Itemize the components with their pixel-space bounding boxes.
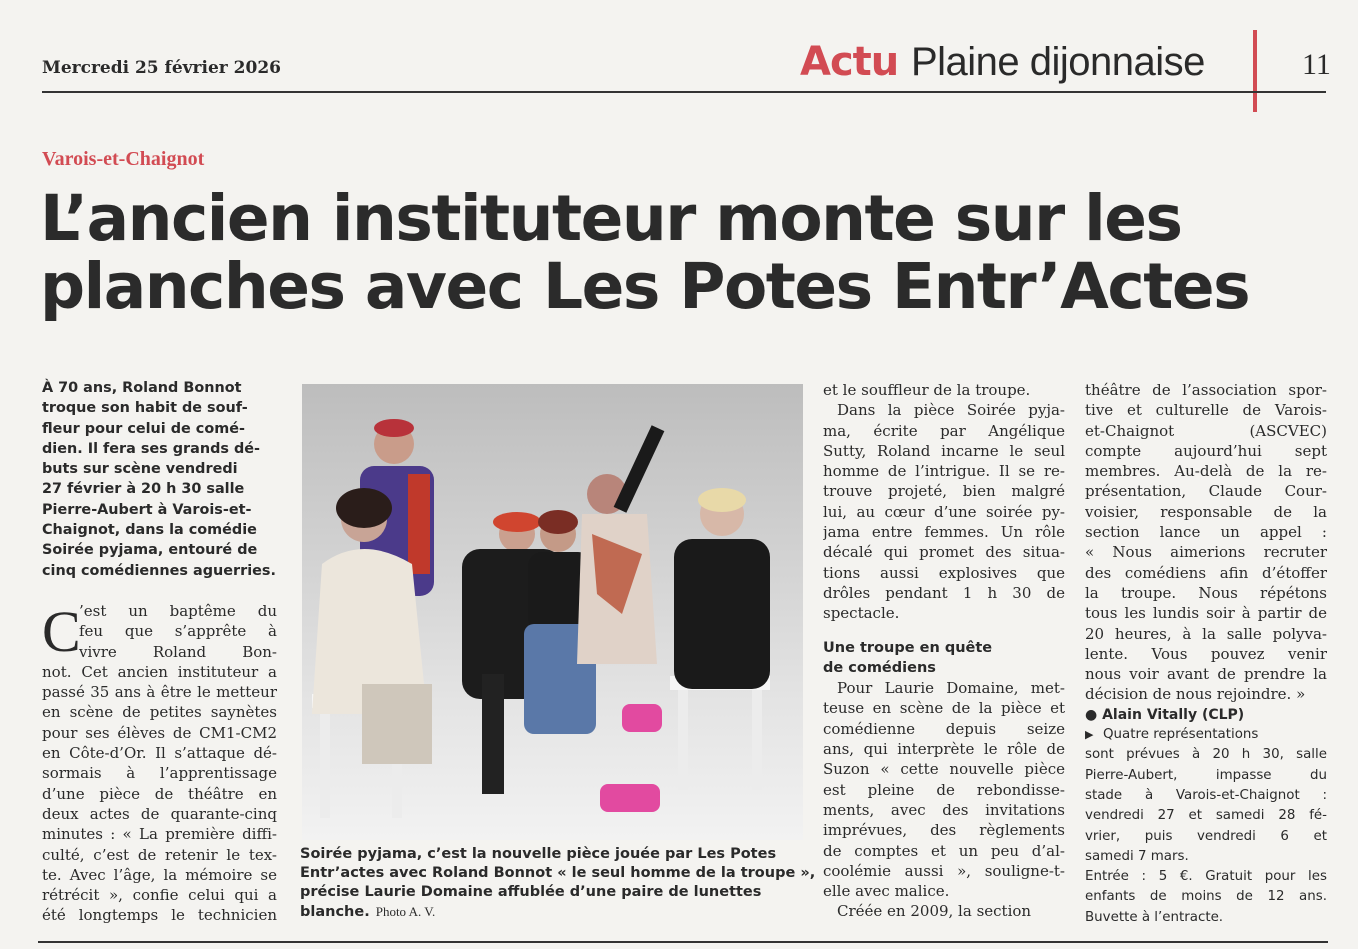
- text-line: vivre Roland Bon-: [79, 642, 277, 661]
- header-divider: [1253, 30, 1257, 112]
- text-line: ’est un baptême du: [79, 602, 277, 620]
- text-line: décalé qui promet des situa-: [823, 543, 1065, 562]
- text-line: elle avec malice.: [823, 882, 950, 901]
- text-line: Soirée pyjama, entouré de: [42, 542, 258, 559]
- text-line: ans, qui interprète le rôle de: [823, 740, 1065, 759]
- text-line: Créée en 2009, la section: [837, 902, 1032, 921]
- text-line: théâtre de l’association spor-: [1085, 381, 1327, 399]
- article-headline: [40, 182, 1330, 323]
- caption-line: [300, 883, 800, 902]
- author-name: Alain Vitally (CLP): [1102, 706, 1245, 723]
- subhead: [823, 638, 1065, 679]
- headline-line: L’ancien instituteur monte sur les: [40, 182, 1182, 255]
- text-line: drôles pendant 1 h 30 de: [823, 583, 1065, 602]
- text-line: tions aussi explosives que: [823, 563, 1065, 582]
- text-line: tous les lundis soir à partir de: [1085, 604, 1327, 623]
- text-line: tive et culturelle de Varois-: [1085, 401, 1327, 420]
- text-line: Sutty, Roland incarne le seul: [823, 441, 1065, 460]
- photo-caption: [300, 845, 816, 922]
- text-line: compte aujourd’hui sept: [1085, 441, 1327, 460]
- text-line: été longtemps le technicien: [42, 906, 277, 925]
- article-photo: [302, 384, 803, 840]
- text-line: buts sur scène vendredi: [42, 461, 238, 478]
- drop-cap: C: [42, 599, 81, 664]
- caption-text: précise Laurie Domaine affublée d’une paire de lunettes: [300, 884, 762, 900]
- text-line: troque son habit de souf-: [42, 400, 248, 417]
- text-line: spectacle.: [823, 604, 900, 623]
- article-lead: [42, 378, 280, 581]
- caption-text: blanche.: [300, 904, 370, 920]
- text-line: dien. Il fera ses grands dé-: [42, 440, 261, 457]
- text-line: en Côte-d’Or. Il s’attaque dé-: [42, 744, 277, 763]
- text-line: 20 heures, à la salle polyva-: [1085, 624, 1327, 643]
- author-signature: [1085, 705, 1327, 725]
- subsection-label: Plaine dijonnaise: [910, 40, 1205, 84]
- text-line: en scène de petites saynètes: [42, 703, 277, 722]
- text-line: membres. Au-delà de la re-: [1085, 462, 1327, 481]
- text-line: sont prévues à 20 h 30, salle: [1085, 747, 1327, 763]
- text-line: jama entre femmes. Un rôle: [823, 523, 1065, 542]
- text-line: Une troupe en quête: [823, 639, 993, 656]
- text-line: des comédiens afin d’étoffer: [1085, 563, 1327, 582]
- practical-info: [1085, 725, 1327, 928]
- text-line: enfants de moins de 12 ans.: [1085, 889, 1327, 905]
- caption-text: Entr’actes avec Roland Bonnot « le seul homme de la troupe »,: [300, 865, 816, 881]
- text-line: Entrée : 5 €. Gratuit pour les: [1085, 869, 1327, 885]
- text-line: samedi 7 mars.: [1085, 848, 1189, 864]
- caption-line: [300, 845, 800, 864]
- text-line: vrier, puis vendredi 6 et: [1085, 828, 1327, 844]
- text-line: de comptes et un peu d’al-: [823, 841, 1065, 860]
- text-line: not. Cet ancien instituteur a: [42, 662, 277, 681]
- text-line: et le souffleur de la troupe.: [823, 381, 1031, 399]
- text-line: voisier, responsable de la: [1085, 502, 1327, 521]
- article-body-col1: [42, 601, 277, 926]
- text-line: d’une pièce de théâtre en: [42, 784, 277, 803]
- text-line: décision de nous rejoindre. »: [1085, 685, 1306, 704]
- text-line: la troupe. Nous répétons: [1085, 583, 1327, 602]
- text-line: 27 février à 20 h 30 salle: [42, 481, 245, 498]
- issue-date: Mercredi 25 février 2026: [42, 58, 281, 78]
- headline-line: planches avec Les Potes Entr’Actes: [40, 250, 1250, 323]
- text-line: feu que s’apprête à: [79, 622, 277, 641]
- text-line: Dans la pièce Soirée pyja-: [837, 401, 1065, 420]
- text-line: Quatre représentations: [1103, 727, 1259, 743]
- bullet-icon: ●: [1085, 706, 1098, 723]
- article-body-col4: [1085, 380, 1327, 928]
- text-line: À 70 ans, Roland Bonnot: [42, 380, 242, 396]
- text-line: est pleine de rebondisse-: [823, 780, 1065, 799]
- text-line: culté, c’est de retenir le tex-: [42, 845, 277, 864]
- text-line: fleur pour celui de comé-: [42, 420, 245, 437]
- section-label: Actu: [800, 39, 899, 85]
- text-line: cinq comédiennes aguerries.: [42, 562, 276, 579]
- page-number: 11: [1302, 48, 1331, 81]
- arrow-icon: ▶: [1085, 728, 1094, 742]
- text-line: homme de l’intrigue. Il se re-: [823, 462, 1065, 481]
- text-line: vendredi 27 et samedi 28 fé-: [1085, 808, 1327, 824]
- text-line: lui, au cœur d’une soirée py-: [823, 502, 1065, 521]
- footer-rule: [38, 941, 1328, 943]
- spacer: [823, 624, 1065, 638]
- text-line: ments, avec des invitations: [823, 800, 1065, 819]
- text-line: Pierre-Aubert, impasse du: [1085, 767, 1327, 783]
- text-line: Buvette à l’entracte.: [1085, 909, 1224, 925]
- text-line: imprévues, des règlements: [823, 821, 1065, 840]
- article-body-col3: [823, 380, 1065, 922]
- text-line: coolémie aussi », souligne-t-: [823, 861, 1065, 880]
- text-line: « Nous aimerions recruter: [1085, 543, 1327, 562]
- text-line: passé 35 ans à être le metteur: [42, 683, 277, 702]
- caption-text: Soirée pyjama, c’est la nouvelle pièce jouée par Les Potes: [300, 846, 777, 862]
- caption-line: [300, 864, 816, 883]
- photo-credit: Photo A. V.: [375, 904, 436, 919]
- text-line: section lance un appel :: [1085, 523, 1327, 542]
- text-line: présentation, Claude Cour-: [1085, 482, 1327, 501]
- text-line: sormais à l’apprentissage: [42, 764, 277, 783]
- text-line: ma, écrite par Angélique: [823, 421, 1065, 440]
- article-kicker: Varois-et-Chaignot: [42, 148, 205, 170]
- text-line: teuse en scène de la pièce et: [823, 699, 1065, 718]
- caption-line: [300, 902, 800, 922]
- text-line: minutes : « La première diffi-: [42, 825, 277, 844]
- text-line: Pour Laurie Domaine, met-: [837, 679, 1065, 698]
- text-line: rétrécit », confie celui qui a: [42, 886, 277, 905]
- section-header: [800, 38, 1205, 86]
- text-line: te. Avec l’âge, la mémoire se: [42, 865, 277, 884]
- header-rule: [42, 91, 1326, 93]
- text-line: nous voir avant de prendre la: [1085, 665, 1327, 684]
- text-line: pour ses élèves de CM1-CM2: [42, 723, 277, 742]
- text-line: comédienne depuis seize: [823, 719, 1065, 738]
- text-line: de comédiens: [823, 659, 936, 676]
- text-line: stade à Varois-et-Chaignot :: [1085, 787, 1327, 803]
- text-line: Chaignot, dans la comédie: [42, 522, 257, 539]
- text-line: deux actes de quarante-cinq: [42, 804, 277, 823]
- text-line: et-Chaignot (ASCVEC): [1085, 421, 1327, 440]
- text-line: lente. Vous pouvez venir: [1085, 644, 1327, 663]
- text-line: Pierre-Aubert à Varois-et-: [42, 501, 252, 518]
- text-line: Suzon « cette nouvelle pièce: [823, 760, 1065, 779]
- text-line: trouve projeté, bien malgré: [823, 482, 1065, 501]
